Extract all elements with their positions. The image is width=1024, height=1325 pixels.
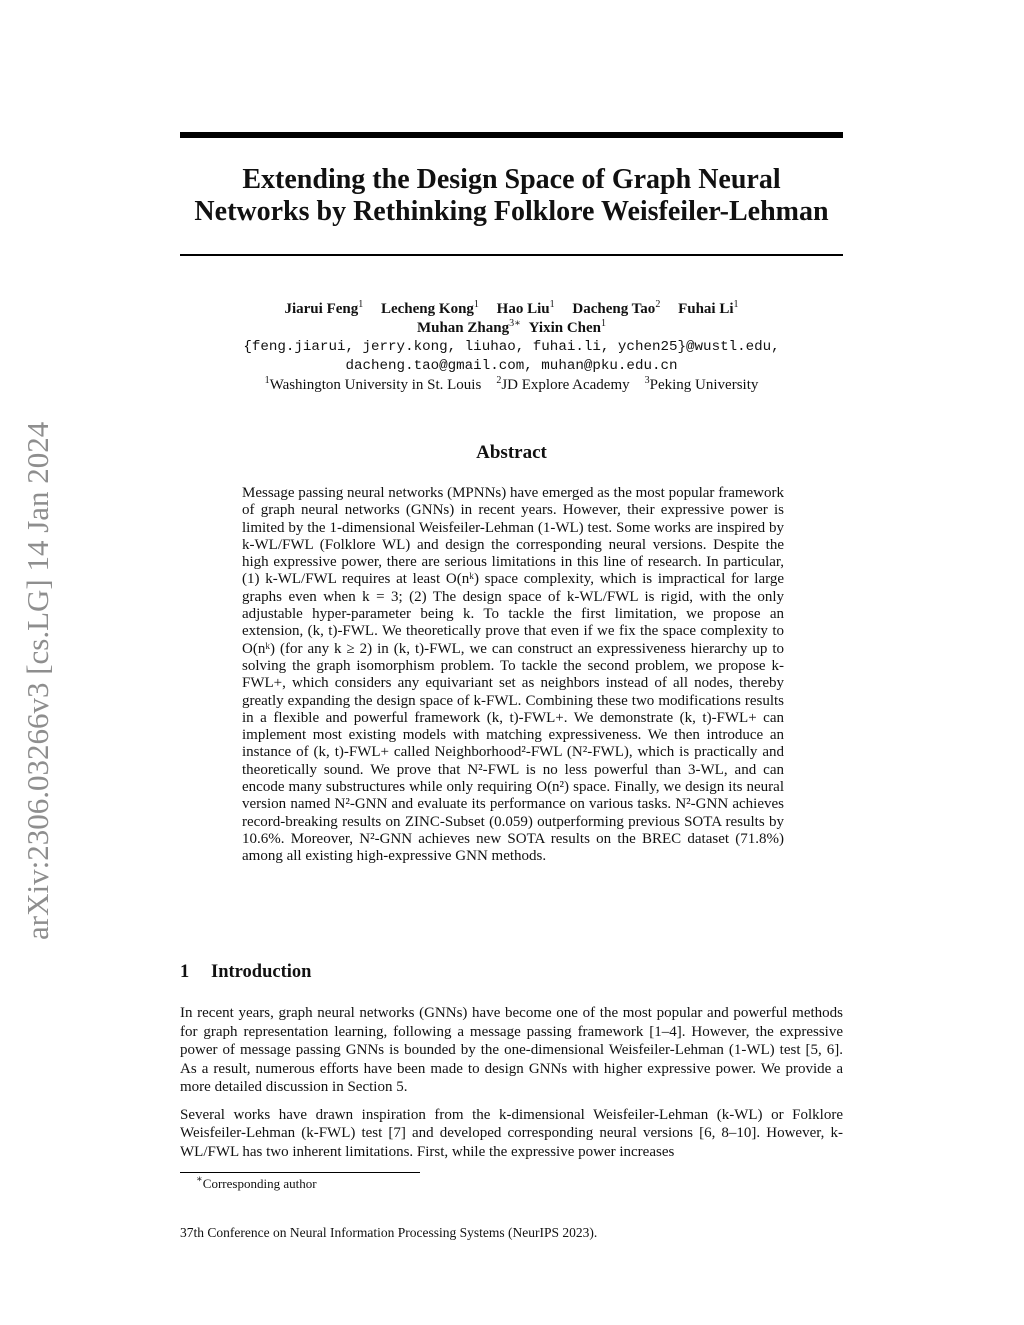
author: Lecheng Kong$^1$ [380, 299, 479, 317]
introduction-body [180, 1004, 843, 1170]
paper-title [180, 164, 843, 228]
abstract-text: Message passing neural networks (MPNNs) have emerged as the most popular framework of graph neural networks (GNNs) in recent years. However, their expressive power is limited by the 1-dimensional Weisfeiler-Lehman (1-WL) test. Some works are inspired by k-WL/FWL (Folklore WL) and design the corresponding neural versions. Despite the high expressive power, there are serious limitations in this line of research. In particular, (1) k-WL/FWL requires at least O(nᵏ) space complexity, which is impractical for large graphs even when k = 3; (2) The design space of k-WL/FWL is rigid, with the only adjustable hyper-parameter being k. To tackle the first limitation, we propose an extension, (k, t)-FWL. We theoretically prove that even if we fix the space complexity to O(nᵏ) (for any k ≥ 2) in (k, t)-FWL, we can construct an expressiveness hierarchy up to solving the graph isomorphism problem. To tackle the second problem, we propose k-FWL+, which considers any equivariant set as neighbors instead of all nodes, thereby greatly expanding the design space of k-FWL. Combining these two modifications results in a flexible and powerful framework (k, t)-FWL+. We demonstrate (k, t)-FWL+ can implement most existing models with matching expressiveness. We then introduce an instance of (k, t)-FWL+ called Neighborhood²-FWL (N²-FWL), which is practically and theoretically sound. We prove that N²-FWL is no less powerful than 3-WL, and can encode many substructures while only requiring O(n²) space. Finally, we design its neural version named N²-GNN and evaluate its performance on various tasks. N²-GNN achieves record-breaking results on ZINC-Subset (0.059) outperforming previous SOTA results by 10.6%. Moreover, N²-GNN achieves new SOTA results on the BREC dataset (71.8%) among all existing high-expressive GNN methods. [242, 485, 784, 865]
section-number: 1 [180, 962, 190, 982]
section-heading-introduction [180, 962, 843, 983]
abstract-body [242, 485, 784, 866]
arxiv-identifier: arXiv:2306.03266v3 [cs.LG] 14 Jan 2024 [20, 421, 55, 940]
author-names-line-2 [180, 319, 843, 338]
footnote: ∗Corresponding author [196, 1174, 317, 1191]
author: Muhan Zhang$^{3∗}$ [416, 318, 521, 336]
abstract-heading: Abstract [476, 442, 547, 463]
footnote-rule [180, 1172, 420, 1173]
title-line-1: Extending the Design Space of Graph Neural [242, 164, 781, 195]
title-rule-bottom [180, 254, 843, 256]
author: Dacheng Tao$^2$ [572, 299, 661, 317]
intro-paragraph-2: Several works have drawn inspiration from the k-dimensional Weisfeiler-Lehman (k-WL) or Folklore Weisfeiler-Lehman (k-FWL) test [7] and developed corresponding neural versions [6, 8–10]. However, k-WL/FWL has two inherent limitations. First, while the expressive power increases [180, 1106, 843, 1160]
author: Hao Liu$^1$ [496, 299, 555, 317]
author-emails-line-1: {feng.jiarui, jerry.kong, liuhao, fuhai.li, ychen25}@wustl.edu, [243, 339, 780, 355]
author: Jiarui Feng$^1$ [284, 299, 364, 317]
affiliations: $^1$Washington University in St. Louis $^2$JD Explore Academy $^3$Peking University [264, 375, 759, 393]
author-names-line-1 [180, 300, 843, 319]
conference-note: 37th Conference on Neural Information Processing Systems (NeurIPS 2023). [180, 1225, 598, 1240]
title-line-2: Networks by Rethinking Folklore Weisfeiler-Lehman [194, 196, 829, 227]
author-emails-line-2: dacheng.tao@gmail.com, muhan@pku.edu.cn [345, 358, 678, 374]
author-block [180, 300, 843, 395]
title-rule-top [180, 132, 843, 138]
intro-paragraph-1: In recent years, graph neural networks (GNNs) have become one of the most popular and powerful methods for graph representation learning, following a message passing framework [1–4]. However, the expressive power of message passing GNNs is bounded by the one-dimensional Weisfeiler-Lehman (1-WL) test [5, 6]. As a result, numerous efforts have been made to design GNNs with higher expressive power. We provide a more detailed discussion in Section 5. [180, 1005, 843, 1095]
author: Yixin Chen$^1$ [528, 318, 607, 336]
author: Fuhai Li$^1$ [678, 299, 739, 317]
section-title: Introduction [211, 962, 312, 982]
